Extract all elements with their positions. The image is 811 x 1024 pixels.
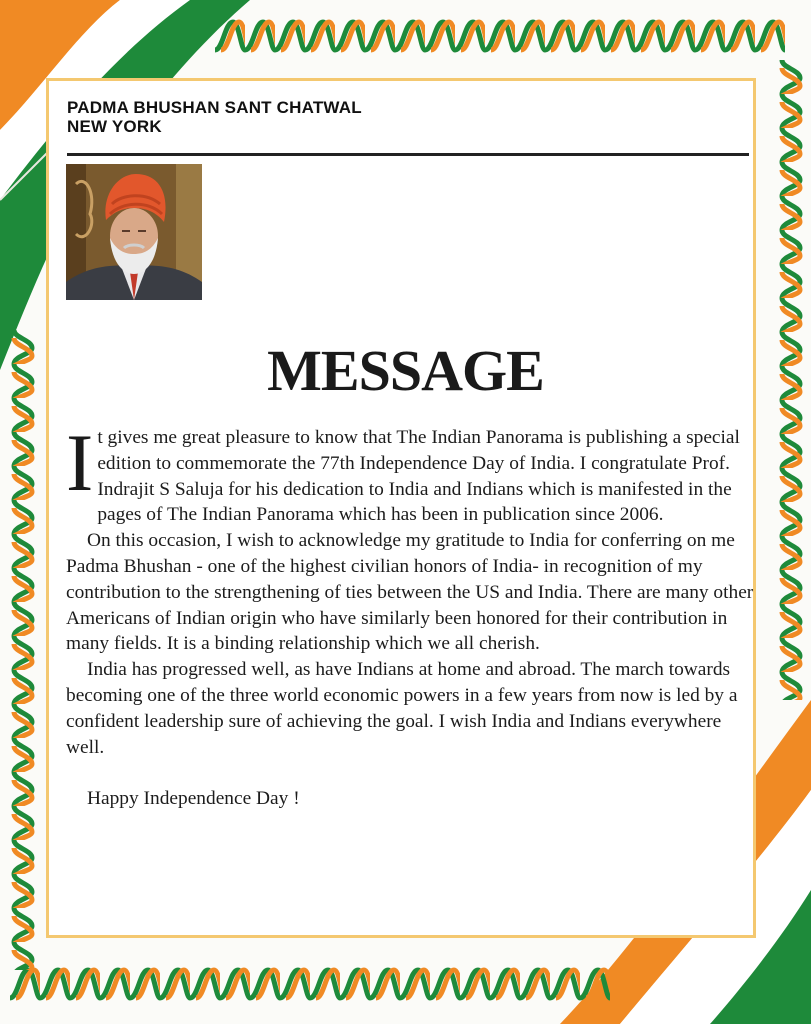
message-body: [66, 417, 756, 812]
paragraph-1-text: t gives me great pleasure to know that The Indian Panorama is publishing a special edition to commemorate the 77th Independence Day of India. I congratulate Prof. Indrajit S Saluja for his dedication to India and Indians which is manifested in the pages of The Indian Panorama which has been in publication since 2006.: [97, 427, 740, 526]
ribbon-border-bottom-icon: [10, 962, 610, 1006]
paragraph-3: India has progressed well, as have Indians at home and abroad. The march towards becoming one of the three world economic powers in a few years from now is led by a confident leadership sure of achieving the goal. I wish India and Indians everywhere well.: [66, 659, 738, 758]
author-name-block: [67, 98, 749, 136]
author-name: PADMA BHUSHAN SANT CHATWAL: [67, 98, 362, 117]
author-portrait: [66, 164, 202, 300]
paragraph-1: [66, 417, 756, 528]
header-divider: [67, 153, 749, 156]
ribbon-border-top-icon: [215, 14, 785, 58]
paragraph-2: On this occasion, I wish to acknowledge my gratitude to India for conferring on me Padma Bhushan - one of the highest civilian honors of India- in recognition of my contribution to the strengthening of ties between the US and India. There are many other Americans of Indian origin who have similarly been honored for their contribution in many fields. It is a binding relationship which we all cherish.: [66, 530, 754, 655]
ribbon-border-left-icon: [8, 330, 38, 970]
page-title: MESSAGE: [267, 338, 544, 403]
closing-greeting: Happy Independence Day !: [87, 788, 300, 810]
drop-cap: I: [66, 417, 94, 508]
author-location: NEW YORK: [67, 117, 162, 136]
